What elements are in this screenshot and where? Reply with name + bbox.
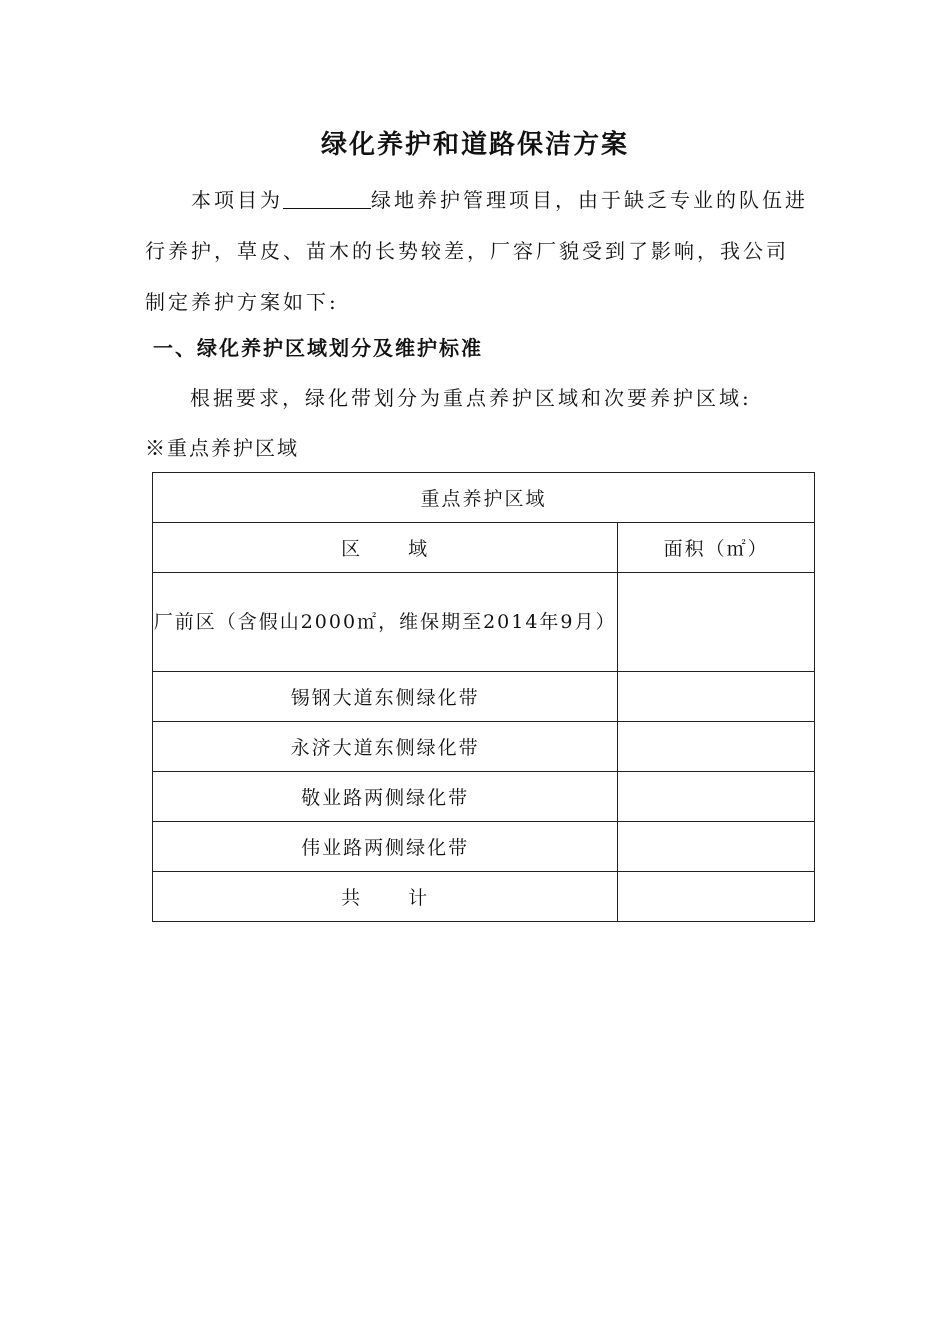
size-cell <box>618 573 815 672</box>
table-row <box>153 573 815 672</box>
total-label: 共 计 <box>153 872 618 922</box>
project-name-blank <box>283 186 371 209</box>
intro-text-start: 本项目为 <box>191 188 283 212</box>
table-total-row <box>153 872 815 922</box>
total-size-cell <box>618 872 815 922</box>
section1-heading: 一、绿化养护区域划分及维护标准 <box>153 336 483 360</box>
table-row <box>153 772 815 822</box>
area-cell: 厂前区（含假山2000㎡，维保期至2014年9月） <box>153 573 618 672</box>
table-row <box>153 722 815 772</box>
table-row <box>153 822 815 872</box>
size-column-header: 面积（㎡） <box>618 523 815 573</box>
key-area-table <box>152 472 815 922</box>
area-cell: 伟业路两侧绿化带 <box>153 822 618 872</box>
document-title: 绿化养护和道路保洁方案 <box>320 130 629 160</box>
intro-paragraph <box>145 175 810 328</box>
section1-paragraph: 根据要求，绿化带划分为重点养护区域和次要养护区域: <box>190 386 752 410</box>
size-cell <box>618 722 815 772</box>
table-caption: 重点养护区域 <box>153 473 815 523</box>
table-caption-row <box>153 473 815 523</box>
area-column-header: 区 域 <box>153 523 618 573</box>
size-cell <box>618 822 815 872</box>
size-cell <box>618 772 815 822</box>
table-header-row <box>153 523 815 573</box>
size-cell <box>618 672 815 722</box>
area-cell: 永济大道东侧绿化带 <box>153 722 618 772</box>
key-area-note: ※重点养护区域 <box>145 436 299 460</box>
area-cell: 敬业路两侧绿化带 <box>153 772 618 822</box>
area-cell: 锡钢大道东侧绿化带 <box>153 672 618 722</box>
intro-text-rest: 绿地养护管理项目，由于缺乏专业的队伍进行养护，草皮、苗木的长势较差，厂容厂貌受到了影响，我公司制定养护方案如下: <box>145 188 808 314</box>
table-row <box>153 672 815 722</box>
